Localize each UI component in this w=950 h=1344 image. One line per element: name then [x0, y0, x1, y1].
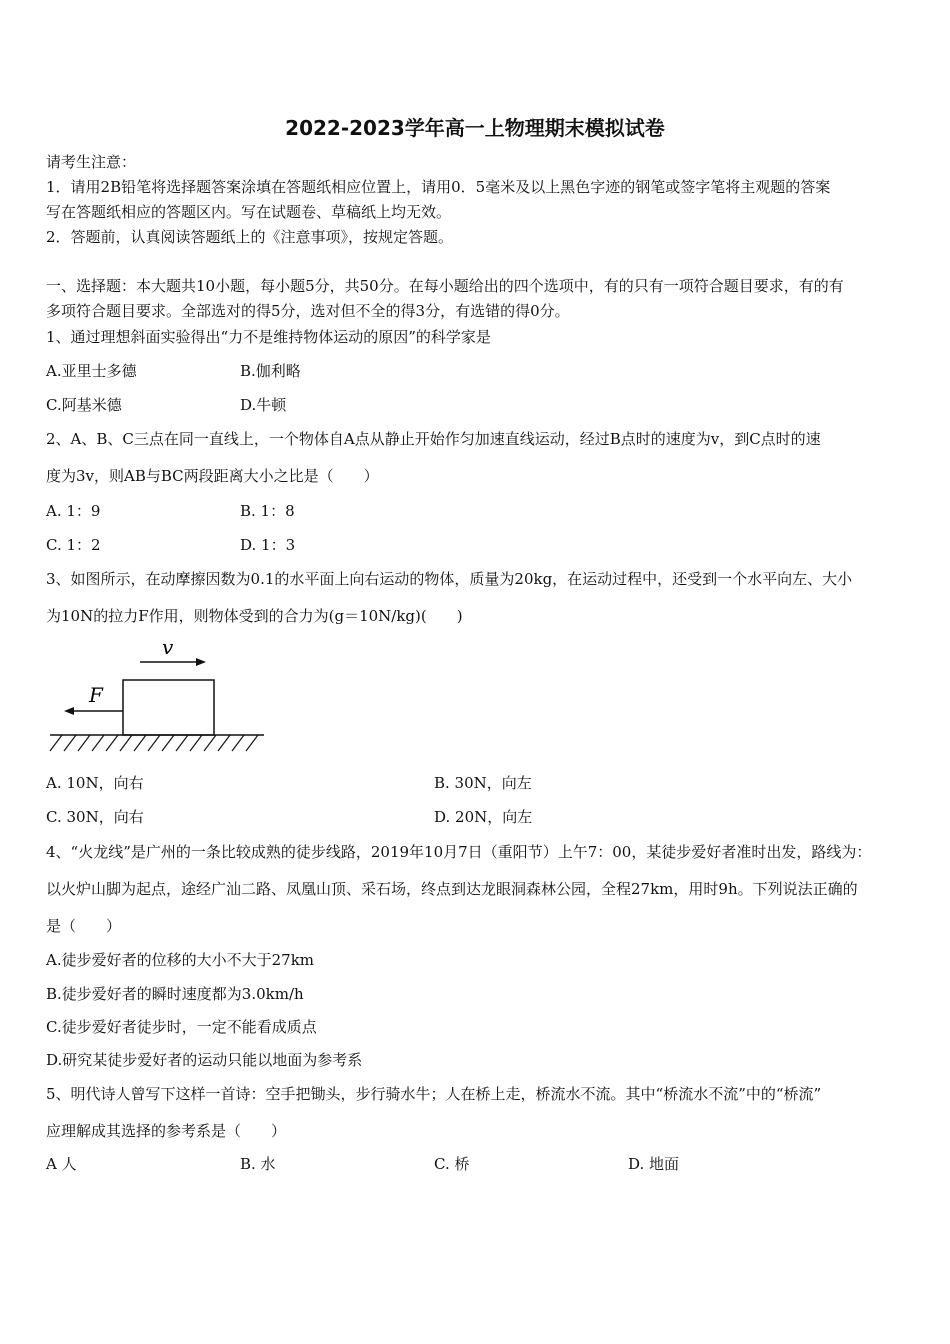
- section-instruction-2: 多项符合题目要求。全部选对的得5分，选对但不全的得3分，有选错的得0分。: [46, 302, 570, 320]
- question-3-figure: [40, 632, 280, 758]
- question-2-option-c: C. 1：2: [46, 536, 101, 554]
- ground-hatching: [50, 735, 258, 751]
- section-instruction-1: 一、选择题：本大题共10小题，每小题5分，共50分。在每小题给出的四个选项中，有的只有一项符合题目要求，有的有: [46, 277, 844, 295]
- question-3-option-c: C. 30N，向右: [46, 808, 144, 826]
- question-2-stem-1: 2、A、B、C三点在同一直线上，一个物体自A点从静止开始作匀加速直线运动，经过B点时的速度为v，到C点时的速: [46, 430, 821, 448]
- question-2-option-b: B. 1：8: [240, 502, 295, 520]
- question-3-stem-1: 3、如图所示，在动摩擦因数为0.1的水平面上向右运动的物体，质量为20kg，在运动过程中，还受到一个水平向左、大小: [46, 570, 853, 588]
- question-2-option-a: A. 1：9: [46, 502, 101, 520]
- question-3-option-a: A. 10N，向右: [46, 774, 144, 792]
- question-1-option-d: D.牛顿: [240, 396, 287, 414]
- question-5-option-a: A 人: [46, 1155, 77, 1173]
- question-4-option-b: B.徒步爱好者的瞬时速度都为3.0km/h: [46, 985, 304, 1003]
- block: [123, 680, 214, 735]
- question-1-option-b: B.伽利略: [240, 362, 301, 380]
- notice-line-1a: 1．请用2B铅笔将选择题答案涂填在答题纸相应位置上，请用0．5毫米及以上黑色字迹的钢笔或签字笔将主观题的答案: [46, 178, 831, 196]
- question-2-option-d: D. 1：3: [240, 536, 296, 554]
- question-5-stem-1: 5、明代诗人曾写下这样一首诗：空手把锄头，步行骑水牛；人在桥上走，桥流水不流。其中“桥流水不流”中的“桥流”: [46, 1085, 822, 1103]
- question-3-option-b: B. 30N，向左: [434, 774, 532, 792]
- question-1-option-a: A.亚里士多德: [46, 362, 137, 380]
- notice-line-1b: 写在答题纸相应的答题区内。写在试题卷、草稿纸上均无效。: [46, 203, 452, 221]
- question-5-option-d: D. 地面: [628, 1155, 680, 1173]
- velocity-arrow-head: [196, 658, 206, 666]
- force-label: F: [89, 683, 103, 707]
- page-title: 2022-2023学年高一上物理期末模拟试卷: [285, 116, 665, 140]
- velocity-label: v: [162, 635, 174, 659]
- notice-line-2: 2．答题前，认真阅读答题纸上的《注意事项》，按规定答题。: [46, 228, 454, 246]
- question-1-option-c: C.阿基米德: [46, 396, 122, 414]
- question-4-stem-3: 是（ ）: [46, 917, 122, 935]
- notice-heading: 请考生注意：: [46, 153, 137, 171]
- force-arrow-head: [64, 707, 74, 715]
- question-3-stem-2: 为10N的拉力F作用，则物体受到的合力为(g＝10N/kg)( ): [46, 607, 463, 625]
- question-4-option-c: C.徒步爱好者徒步时，一定不能看成质点: [46, 1018, 317, 1036]
- question-4-stem-1: 4、“火龙线”是广州的一条比较成熟的徒步线路，2019年10月7日（重阳节）上午7：00，某徒步爱好者准时出发，路线为：: [46, 843, 872, 861]
- question-3-option-d: D. 20N，向左: [434, 808, 533, 826]
- question-4-option-d: D.研究某徒步爱好者的运动只能以地面为参考系: [46, 1051, 363, 1069]
- question-4-stem-2: 以火炉山脚为起点，途经广汕二路、凤凰山顶、采石场，终点到达龙眼洞森林公园，全程27km，用时9h。下列说法正确的: [46, 880, 858, 898]
- question-2-stem-2: 度为3v，则AB与BC两段距离大小之比是（ ）: [46, 467, 379, 485]
- question-4-option-a: A.徒步爱好者的位移的大小不大于27km: [46, 951, 315, 969]
- question-5-stem-2: 应理解成其选择的参考系是（ ）: [46, 1122, 287, 1140]
- question-5-option-c: C. 桥: [434, 1155, 470, 1173]
- question-1-stem: 1、通过理想斜面实验得出“力不是维持物体运动的原因”的科学家是: [46, 328, 491, 346]
- question-5-option-b: B. 水: [240, 1155, 276, 1173]
